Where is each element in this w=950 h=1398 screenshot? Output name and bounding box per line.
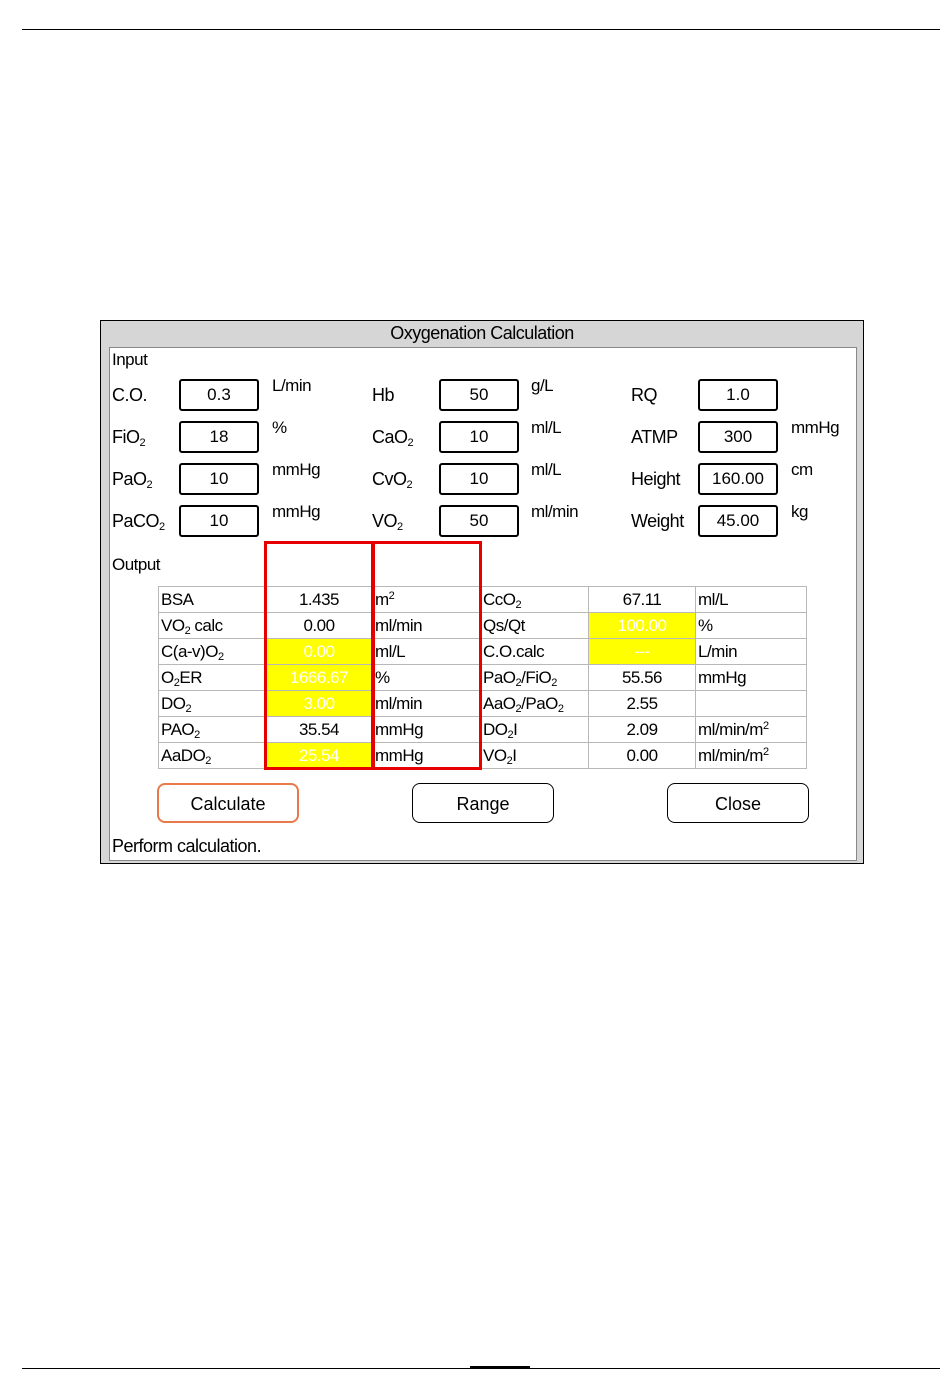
paco2-unit: mmHg xyxy=(272,502,321,521)
output-value: 1.435 xyxy=(266,587,373,613)
rq-label: RQ xyxy=(631,385,657,405)
page-top-rule xyxy=(22,29,940,30)
output-label: PaO$_2$/FiO$_2$ xyxy=(481,665,589,691)
output-unit: % xyxy=(696,613,807,639)
table-row xyxy=(159,587,807,613)
output-unit: mmHg xyxy=(373,717,481,743)
output-unit: $m^2$ xyxy=(373,587,481,613)
output-value: 2.09 xyxy=(589,717,696,743)
output-label: BSA xyxy=(159,587,266,613)
table-row xyxy=(159,639,807,665)
output-value: --- xyxy=(589,639,696,665)
atmp-unit: mmHg xyxy=(791,418,840,437)
output-unit: mmHg xyxy=(373,743,481,769)
output-unit: ml/L xyxy=(696,587,807,613)
output-value: 2.55 xyxy=(589,691,696,717)
pao2-label: PaO$_2$ xyxy=(112,469,153,491)
fio2-unit: % xyxy=(272,418,287,437)
output-unit: L/min xyxy=(696,639,807,665)
cao2-input[interactable] xyxy=(439,421,519,453)
pao2-input[interactable] xyxy=(179,463,259,495)
output-section-label: Output xyxy=(112,555,161,574)
output-label: AaO$_2$/PaO$_2$ xyxy=(481,691,589,717)
atmp-input[interactable] xyxy=(698,421,778,453)
hb-input[interactable] xyxy=(439,379,519,411)
output-table xyxy=(158,586,807,769)
atmp-label: ATMP xyxy=(631,427,678,447)
calculate-button[interactable]: Calculate xyxy=(157,783,299,823)
hb-unit: g/L xyxy=(531,376,554,395)
output-label: $C(a-v)O_2$ xyxy=(159,639,266,665)
output-label: Qs/Qt xyxy=(481,613,589,639)
output-unit: $ml/\min/m^2$ xyxy=(696,717,807,743)
co-label: C.O. xyxy=(112,385,148,405)
dialog-body xyxy=(109,347,857,861)
input-section-label: Input xyxy=(112,350,148,369)
output-unit: ml/min xyxy=(373,691,481,717)
output-label: $VO_2I$ xyxy=(481,743,589,769)
hb-label: Hb xyxy=(372,385,395,405)
oxygenation-dialog xyxy=(100,320,864,864)
output-label: $DO_2I$ xyxy=(481,717,589,743)
paco2-input[interactable] xyxy=(179,505,259,537)
rq-input[interactable] xyxy=(698,379,778,411)
vo2-input[interactable] xyxy=(439,505,519,537)
cvo2-input[interactable] xyxy=(439,463,519,495)
weight-label: Weight xyxy=(631,511,684,531)
output-label: $O_2ER$ xyxy=(159,665,266,691)
table-row xyxy=(159,717,807,743)
output-unit: ml/L xyxy=(373,639,481,665)
close-button[interactable]: Close xyxy=(667,783,809,823)
output-label: $VO_2$ calc xyxy=(159,613,266,639)
cvo2-label: CvO$_2$ xyxy=(372,469,413,491)
height-label: Height xyxy=(631,469,681,489)
table-row xyxy=(159,691,807,717)
table-row xyxy=(159,665,807,691)
output-unit: $ml/\min/m^2$ xyxy=(696,743,807,769)
table-row xyxy=(159,743,807,769)
output-value: 67.11 xyxy=(589,587,696,613)
table-row xyxy=(159,613,807,639)
dialog-title: Oxygenation Calculation xyxy=(390,323,574,343)
height-input[interactable] xyxy=(698,463,778,495)
output-value: 55.56 xyxy=(589,665,696,691)
cao2-label: CaO$_2$ xyxy=(372,427,414,449)
page-bottom-mark xyxy=(470,1366,530,1369)
output-value: 0.00 xyxy=(589,743,696,769)
output-value: 35.54 xyxy=(266,717,373,743)
height-unit: cm xyxy=(791,460,813,479)
output-value: 1666.67 xyxy=(266,665,373,691)
co-unit: L/min xyxy=(272,376,312,395)
vo2-unit: ml/min xyxy=(531,502,579,521)
output-unit xyxy=(696,691,807,717)
status-text: Perform calculation. xyxy=(112,836,262,856)
weight-input[interactable] xyxy=(698,505,778,537)
output-label: CcO$_2$ xyxy=(481,587,589,613)
vo2-label: $VO_2$ xyxy=(372,511,403,533)
cvo2-unit: ml/L xyxy=(531,460,562,479)
fio2-input[interactable] xyxy=(179,421,259,453)
paco2-label: PaCO$_2$ xyxy=(112,511,165,533)
pao2-unit: mmHg xyxy=(272,460,321,479)
co-input[interactable] xyxy=(179,379,259,411)
range-button[interactable]: Range xyxy=(412,783,554,823)
output-value: 0.00 xyxy=(266,639,373,665)
output-unit: % xyxy=(373,665,481,691)
fio2-label: FiO$_2$ xyxy=(112,427,146,449)
output-unit: mmHg xyxy=(696,665,807,691)
output-label: $PAO_2$ xyxy=(159,717,266,743)
output-label: AaDO$_2$ xyxy=(159,743,266,769)
weight-unit: kg xyxy=(791,502,808,521)
output-label: $DO_2$ xyxy=(159,691,266,717)
output-value: 0.00 xyxy=(266,613,373,639)
output-value: 25.54 xyxy=(266,743,373,769)
output-label: C.O.calc xyxy=(481,639,589,665)
output-value: 3.00 xyxy=(266,691,373,717)
output-unit: ml/min xyxy=(373,613,481,639)
cao2-unit: ml/L xyxy=(531,418,562,437)
output-value: 100.00 xyxy=(589,613,696,639)
